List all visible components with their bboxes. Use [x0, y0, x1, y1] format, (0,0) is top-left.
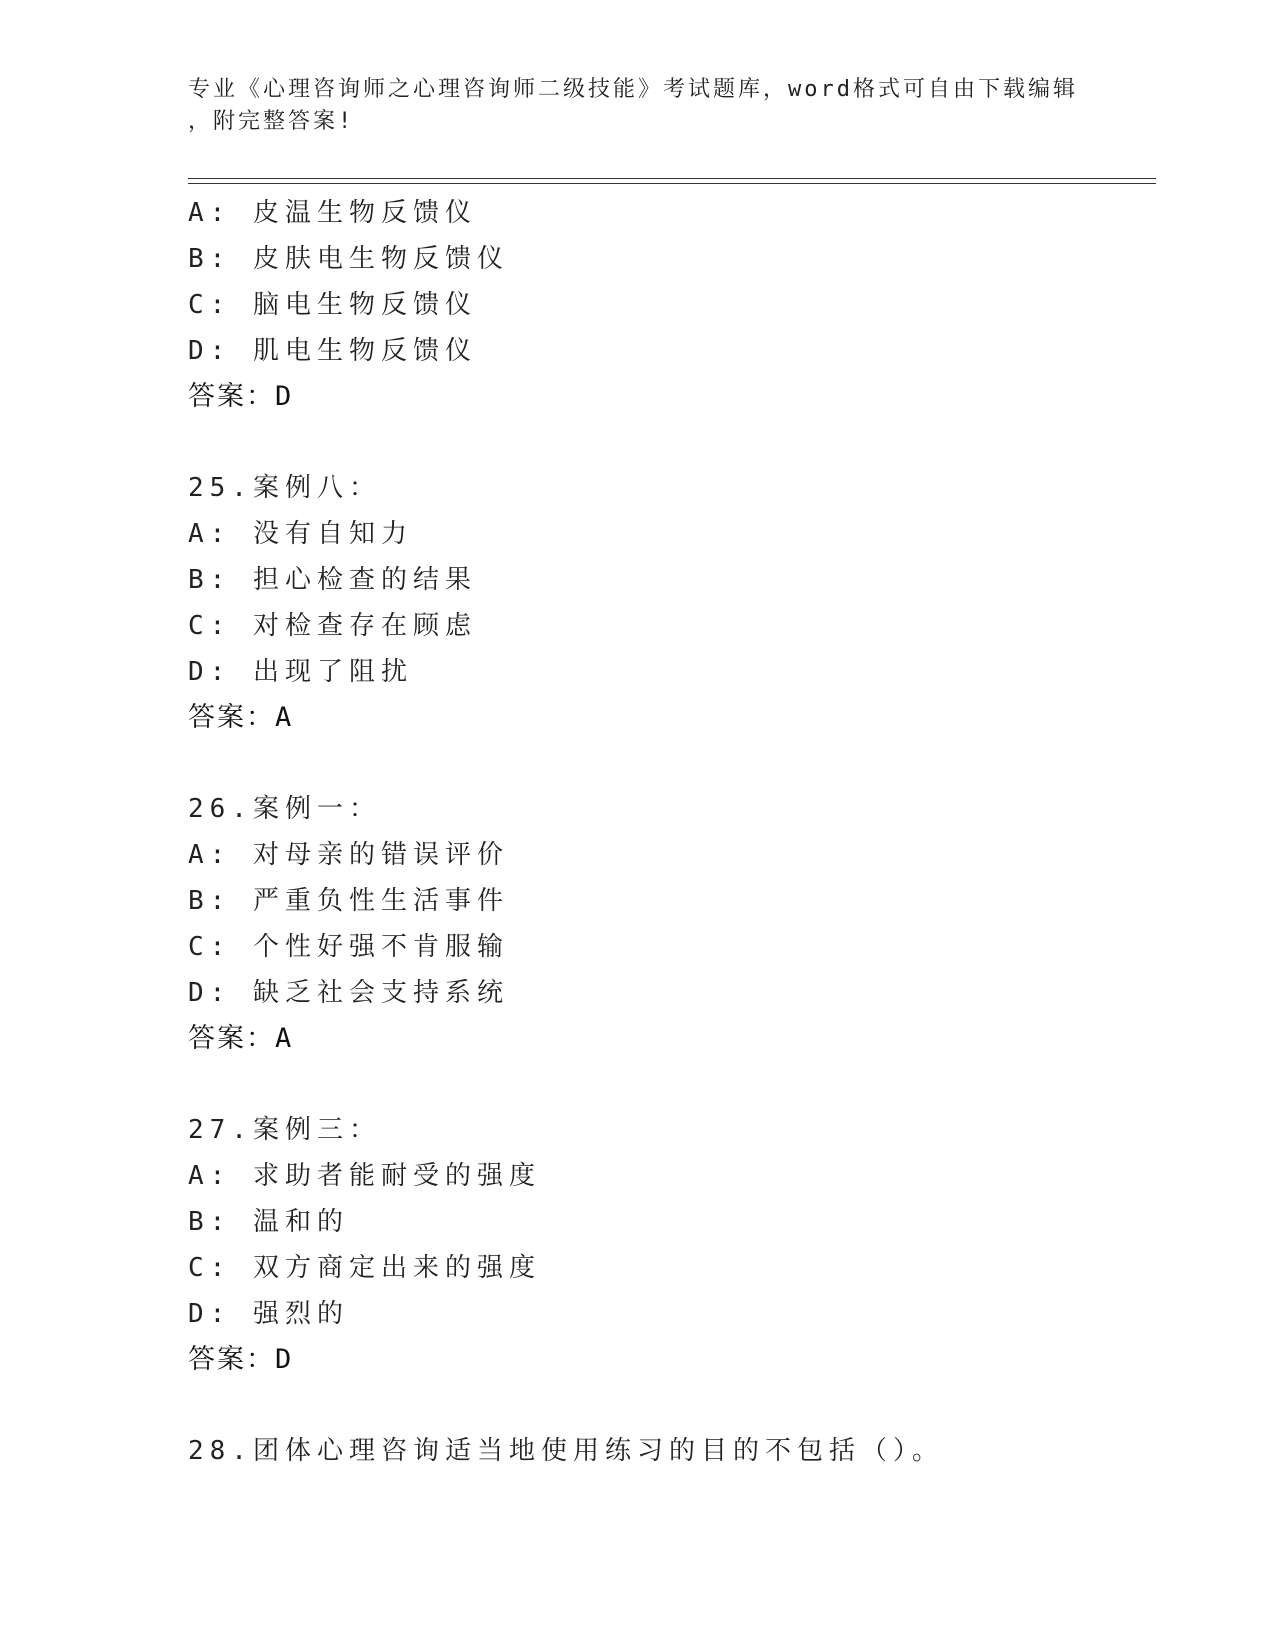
- question-stem: 26.案例一：: [188, 794, 381, 824]
- question-stem: 25.案例八：: [188, 473, 381, 503]
- option-b: B: 严重负性生活事件: [188, 886, 509, 916]
- answer-line: 答案：A: [188, 1023, 294, 1054]
- header-title-line2: ，附完整答案!: [188, 109, 355, 134]
- option-c: C: 个性好强不肯服输: [188, 932, 509, 962]
- answer-line: 答案：A: [188, 702, 294, 733]
- option-b: B: 温和的: [188, 1207, 349, 1237]
- option-b: B: 皮肤电生物反馈仪: [188, 244, 509, 274]
- option-c: C: 脑电生物反馈仪: [188, 290, 477, 320]
- header-divider-top: [188, 178, 1156, 179]
- spacer: [188, 420, 1148, 465]
- question-stem: 28.团体心理咨询适当地使用练习的目的不包括（）。: [188, 1436, 944, 1466]
- option-a: A: 皮温生物反馈仪: [188, 198, 477, 228]
- option-d: D: 缺乏社会支持系统: [188, 978, 509, 1008]
- answer-line: 答案：D: [188, 381, 294, 412]
- question-block-26: [188, 786, 1148, 1062]
- answer-line: 答案：D: [188, 1344, 294, 1375]
- question-list: [188, 190, 1148, 1474]
- option-d: D: 肌电生物反馈仪: [188, 336, 477, 366]
- option-a: A: 没有自知力: [188, 519, 413, 549]
- spacer: [188, 1062, 1148, 1107]
- spacer: [188, 741, 1148, 786]
- question-stem: 27.案例三：: [188, 1115, 381, 1145]
- option-a: A: 求助者能耐受的强度: [188, 1161, 541, 1191]
- question-block-28: [188, 1428, 1148, 1474]
- question-block-25: [188, 465, 1148, 741]
- option-c: C: 对检查存在顾虑: [188, 611, 477, 641]
- option-a: A: 对母亲的错误评价: [188, 840, 509, 870]
- header-title-line1: 专业《心理咨询师之心理咨询师二级技能》考试题库，word格式可自由下载编辑: [188, 77, 1078, 102]
- spacer: [188, 1383, 1148, 1428]
- document-header: [188, 74, 1088, 138]
- option-c: C: 双方商定出来的强度: [188, 1253, 541, 1283]
- option-d: D: 出现了阻扰: [188, 657, 413, 687]
- question-block-24: [188, 190, 1148, 420]
- option-d: D: 强烈的: [188, 1299, 349, 1329]
- option-b: B: 担心检查的结果: [188, 565, 477, 595]
- question-block-27: [188, 1107, 1148, 1383]
- header-divider-bottom: [188, 183, 1156, 184]
